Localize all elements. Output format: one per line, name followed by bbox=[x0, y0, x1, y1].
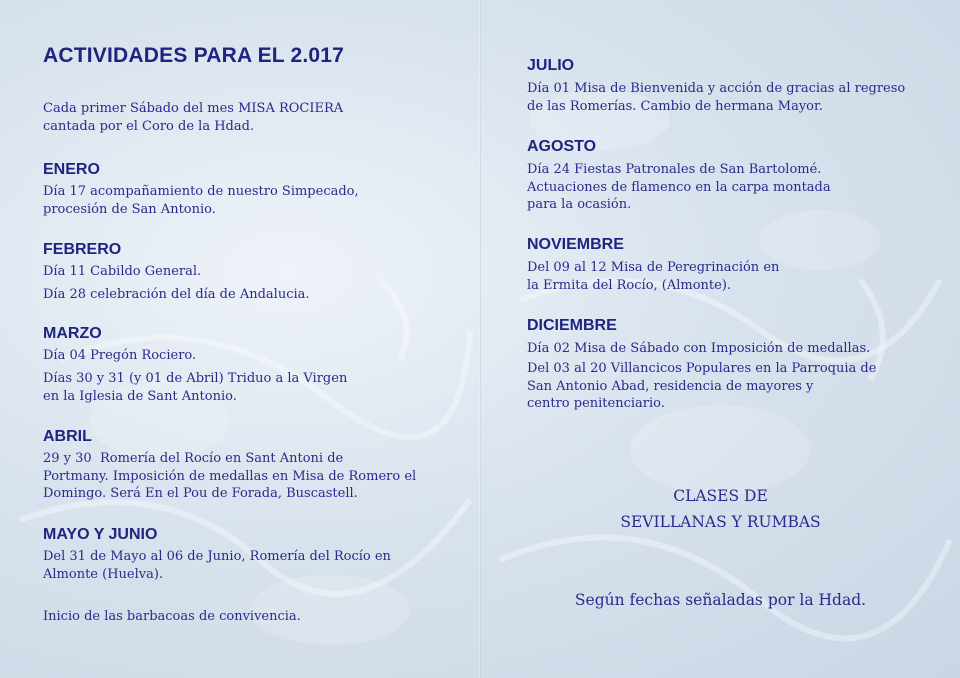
heading-abril: ABRIL bbox=[43, 428, 92, 445]
intro-text: Cada primer Sábado del mes MISA ROCIERA cantada por el Coro de la Hdad. bbox=[43, 101, 344, 134]
text-agosto: Día 24 Fiestas Patronales de San Bartolomé. Actuaciones de flamenco en la carpa montada para la ocasión. bbox=[527, 162, 831, 212]
heading-noviembre: NOVIEMBRE bbox=[527, 236, 624, 253]
text-diciembre-1: Día 02 Misa de Sábado con Imposición de medallas. bbox=[527, 341, 871, 356]
text-mayo-junio: Del 31 de Mayo al 06 de Junio, Romería del Rocío en Almonte (Huelva). bbox=[43, 549, 391, 582]
text-noviembre: Del 09 al 12 Misa de Peregrinación en la Ermita del Rocío, (Almonte). bbox=[527, 260, 780, 293]
text-marzo-2: Días 30 y 31 (y 01 de Abril) Triduo a la Virgen en la Iglesia de Sant Antonio. bbox=[43, 371, 348, 404]
right-page bbox=[481, 0, 960, 678]
heading-enero: ENERO bbox=[43, 161, 100, 178]
heading-febrero: FEBRERO bbox=[43, 241, 122, 258]
text-marzo-1: Día 04 Pregón Rociero. bbox=[43, 348, 197, 363]
text-barbacoas: Inicio de las barbacoas de convivencia. bbox=[43, 609, 301, 624]
page-title: ACTIVIDADES PARA EL 2.017 bbox=[43, 44, 345, 67]
clases-note: Según fechas señaladas por la Hdad. bbox=[574, 591, 867, 609]
text-febrero-2: Día 28 celebración del día de Andalucia. bbox=[43, 287, 310, 302]
heading-agosto: AGOSTO bbox=[527, 138, 597, 155]
heading-mayo-junio: MAYO Y JUNIO bbox=[43, 526, 158, 543]
clases-title: CLASES DE SEVILLANAS Y RUMBAS bbox=[620, 487, 821, 531]
heading-julio: JULIO bbox=[527, 57, 575, 74]
heading-marzo: MARZO bbox=[43, 325, 102, 342]
text-abril: 29 y 30 Romería del Rocío en Sant Antoni de Portmany. Imposición de medallas en Misa de Romero el Domingo. Será En el Pou de Forada, Buscastell. bbox=[43, 451, 417, 501]
text-diciembre-2: Del 03 al 20 Villancicos Populares en la Parroquia de San Antonio Abad, residencia de mayores y centro penitenciario. bbox=[527, 361, 877, 411]
text-enero: Día 17 acompañamiento de nuestro Simpecado, procesión de San Antonio. bbox=[43, 184, 359, 217]
text-febrero-1: Día 11 Cabildo General. bbox=[43, 264, 202, 279]
heading-diciembre: DICIEMBRE bbox=[527, 317, 617, 334]
text-julio: Día 01 Misa de Bienvenida y acción de gracias al regreso de las Romerías. Cambio de hermana Mayor. bbox=[527, 81, 906, 114]
